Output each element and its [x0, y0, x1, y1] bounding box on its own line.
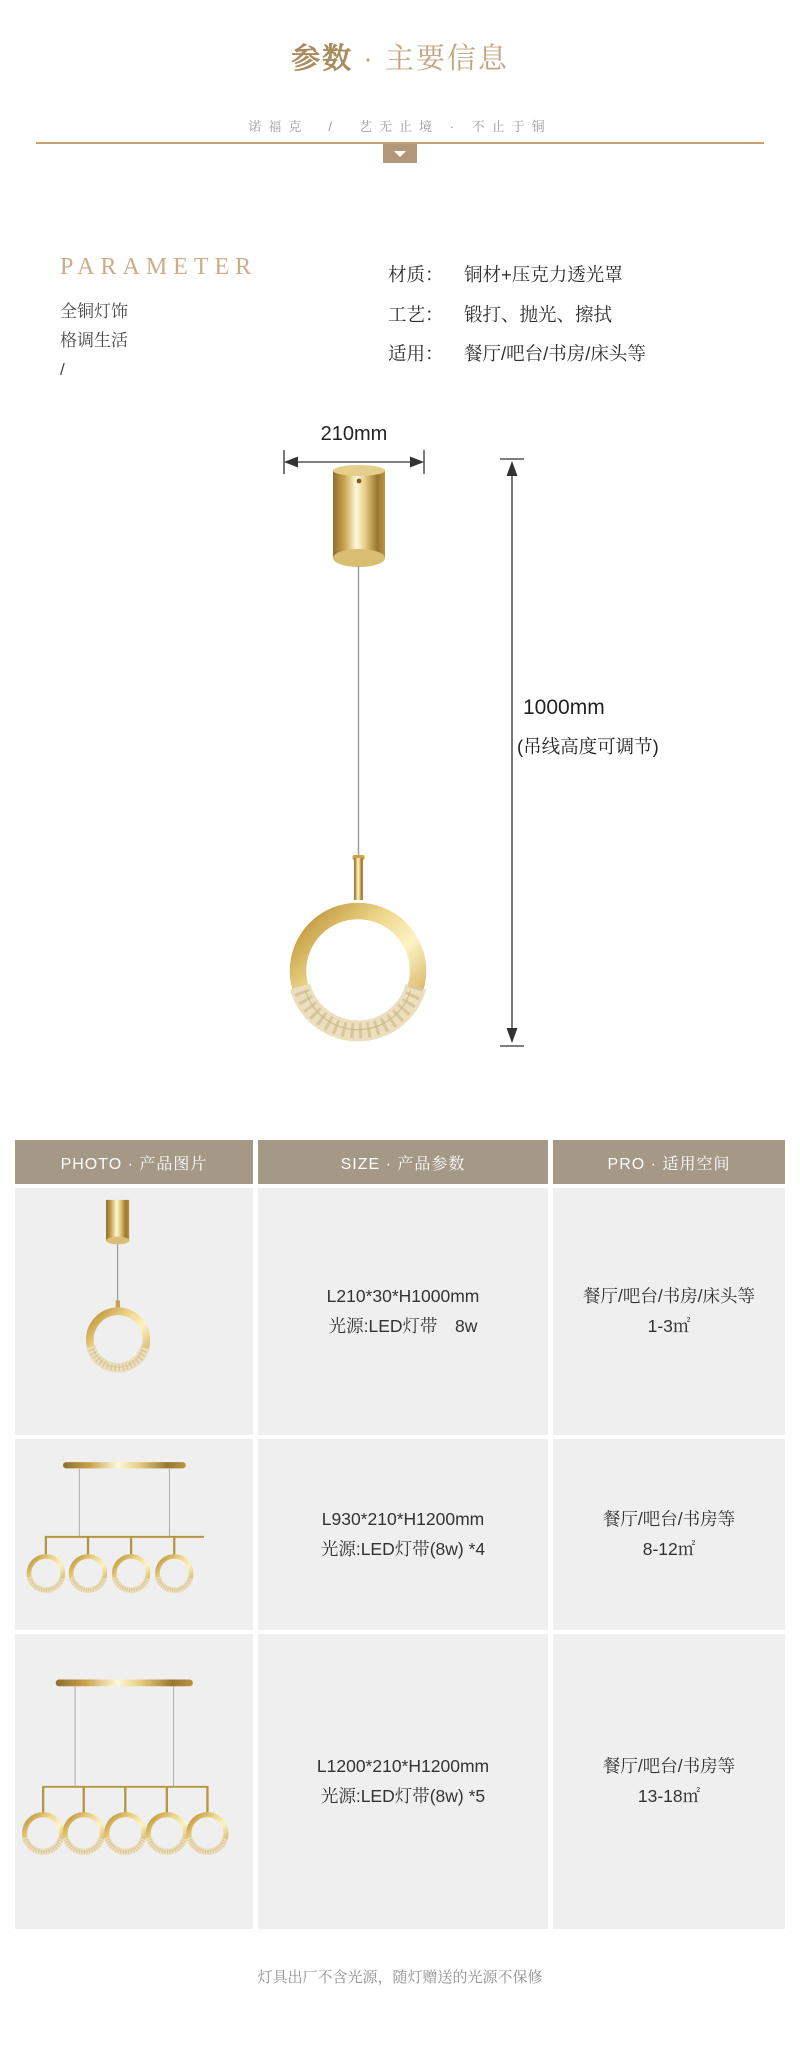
height-dimension-label: 1000mm — [523, 696, 605, 719]
table-cell-pro-3 — [553, 1634, 785, 1929]
connector-rod — [353, 855, 365, 900]
warranty-note: 灯具出厂不含光源，随灯赠送的光源不保修 — [257, 1969, 543, 1986]
intro-slogan — [60, 297, 128, 384]
table-header-pro: PRO · 适用空间 — [553, 1140, 785, 1184]
light-source-line: 光源:LED灯带(8w) *5 — [320, 1785, 486, 1806]
parameter-eyebrow: PARAMETER — [60, 254, 258, 280]
spec-row-craft — [388, 301, 646, 327]
light-source-line: 光源:LED灯带(8w) *4 — [320, 1538, 486, 1559]
four-ring-pendant-image — [19, 1443, 249, 1626]
page-title-rest: · 主要信息 — [353, 43, 509, 75]
size-line: L930*210*H1200mm — [321, 1508, 485, 1529]
height-dimension-note: (吊线高度可调节) — [517, 736, 659, 757]
room-line: 餐厅/吧台/书房等 — [602, 1508, 736, 1529]
slogan-slash: / — [60, 360, 65, 379]
table-cell-size-1 — [258, 1188, 548, 1435]
chevron-down-icon — [394, 151, 406, 157]
area-line: 13-18㎡ — [637, 1785, 701, 1806]
pendant-ring — [298, 911, 418, 1031]
spec-label: 材质： — [388, 264, 444, 285]
canopy-cylinder — [333, 465, 385, 567]
area-line: 8-12㎡ — [642, 1538, 696, 1559]
light-source-line: 光源:LED灯带 8w — [328, 1315, 478, 1336]
table-cell-pro-1 — [553, 1188, 785, 1435]
table-header-photo: PHOTO · 产品图片 — [15, 1140, 253, 1184]
spec-list — [388, 261, 646, 380]
table-cell-size-3 — [258, 1634, 548, 1929]
width-dimension-label: 210mm — [320, 423, 388, 445]
table-cell-size-2 — [258, 1439, 548, 1630]
page-title — [0, 36, 800, 77]
brand-tagline: 诺福克 / 艺无止境 · 不止于铜 — [248, 119, 552, 134]
product-spec-table — [15, 1140, 785, 1929]
spec-label: 工艺： — [388, 303, 444, 325]
five-ring-pendant-image — [19, 1638, 249, 1925]
area-line: 1-3㎡ — [647, 1315, 691, 1336]
slogan-line-1: 全铜灯饰 — [60, 302, 128, 321]
section-arrow-tab — [383, 144, 417, 163]
slogan-line-2: 格调生活 — [60, 331, 128, 350]
product-photo-single-ring — [15, 1188, 253, 1435]
spec-label: 适用： — [388, 343, 444, 364]
spec-value: 锻打、抛光、擦拭 — [464, 303, 613, 325]
product-photo-five-ring — [15, 1634, 253, 1929]
spec-row-material — [388, 261, 646, 287]
pendant-lamp-diagram — [0, 400, 800, 1080]
room-line: 餐厅/吧台/书房等 — [602, 1755, 736, 1776]
table-cell-pro-2 — [553, 1439, 785, 1630]
spec-row-usage — [388, 340, 646, 366]
spec-value: 铜材+压克力透光罩 — [464, 264, 623, 285]
size-line: L210*30*H1000mm — [326, 1285, 480, 1306]
size-line: L1200*210*H1200mm — [316, 1755, 490, 1776]
spec-value: 餐厅/吧台/书房/床头等 — [464, 343, 646, 364]
product-photo-four-ring — [15, 1439, 253, 1630]
table-header-size: SIZE · 产品参数 — [258, 1140, 548, 1184]
single-ring-pendant-image — [19, 1192, 249, 1431]
page-title-bold: 参数 — [291, 43, 354, 75]
room-line: 餐厅/吧台/书房/床头等 — [582, 1285, 756, 1306]
